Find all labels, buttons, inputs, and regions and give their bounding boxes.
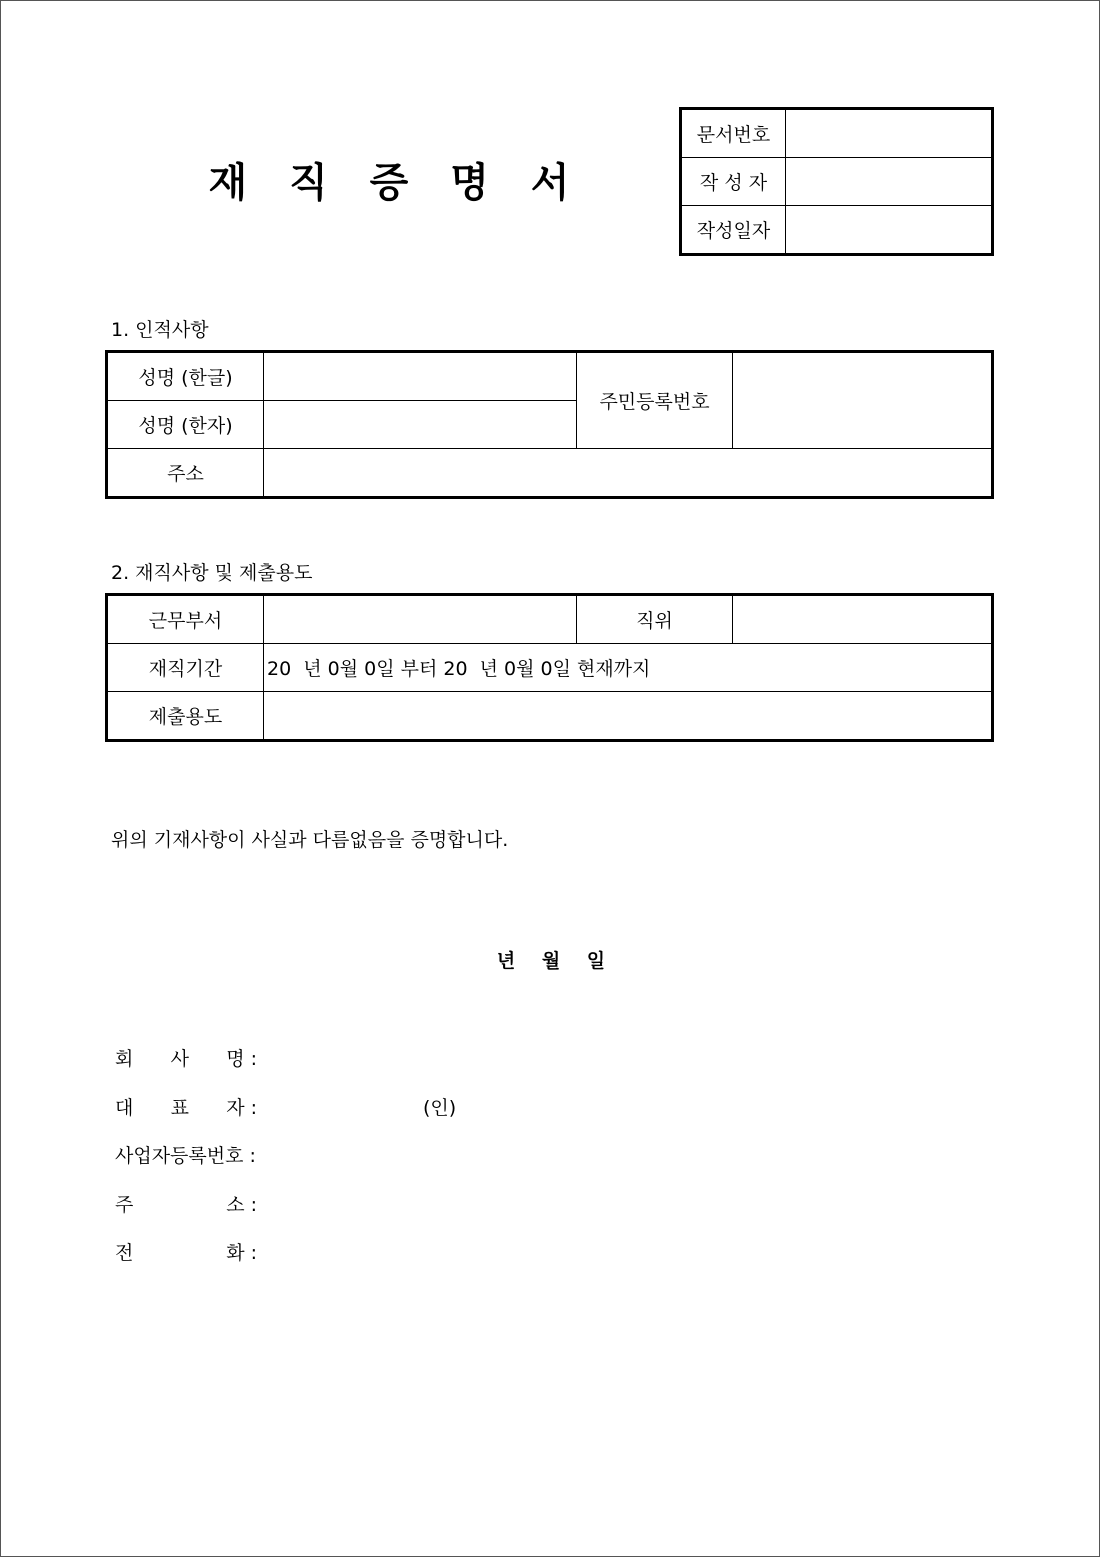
address-field[interactable]	[264, 449, 993, 498]
position-field[interactable]	[733, 595, 993, 644]
purpose-label: 제출용도	[107, 692, 264, 741]
doc-number-row	[681, 109, 993, 158]
certification-statement: 위의 기재사항이 사실과 다름없음을 증명합니다.	[111, 829, 509, 851]
section1-heading: 1. 인적사항	[111, 319, 209, 341]
issue-date-line: 년 월 일	[496, 950, 606, 972]
company-phone-label: 전 화 :	[115, 1242, 257, 1264]
employment-info-table	[105, 593, 994, 742]
created-date-row	[681, 206, 993, 255]
seal-mark: (인)	[423, 1097, 457, 1119]
name-hangul-label: 성명 (한글)	[107, 352, 264, 401]
author-label: 작 성 자	[681, 158, 786, 206]
employment-period-label: 재직기간	[107, 644, 264, 692]
name-hanja-label: 성명 (한자)	[107, 401, 264, 449]
personal-info-table	[105, 350, 994, 499]
created-date-label: 작성일자	[681, 206, 786, 255]
employment-period-field[interactable]: 20 년 0월 0일 부터 20 년 0월 0일 현재까지	[264, 644, 993, 692]
business-number-label: 사업자등록번호 :	[115, 1145, 256, 1167]
address-label: 주소	[107, 449, 264, 498]
resident-number-label: 주민등록번호	[577, 352, 733, 449]
document-info-table	[679, 107, 994, 256]
author-field[interactable]	[786, 158, 993, 206]
doc-number-field[interactable]	[786, 109, 993, 158]
position-label: 직위	[577, 595, 733, 644]
created-date-field[interactable]	[786, 206, 993, 255]
name-hangul-field[interactable]	[264, 352, 577, 401]
purpose-field[interactable]	[264, 692, 993, 741]
company-name-label: 회 사 명 :	[115, 1048, 257, 1070]
name-hanja-field[interactable]	[264, 401, 577, 449]
department-field[interactable]	[264, 595, 577, 644]
doc-number-label: 문서번호	[681, 109, 786, 158]
representative-label: 대 표 자 :	[115, 1097, 257, 1119]
author-row	[681, 158, 993, 206]
section2-heading: 2. 재직사항 및 제출용도	[111, 562, 313, 584]
department-label: 근무부서	[107, 595, 264, 644]
company-address-label: 주 소 :	[115, 1194, 257, 1216]
resident-number-field[interactable]	[733, 352, 993, 449]
document-title: 재 직 증 명 서	[208, 160, 584, 206]
